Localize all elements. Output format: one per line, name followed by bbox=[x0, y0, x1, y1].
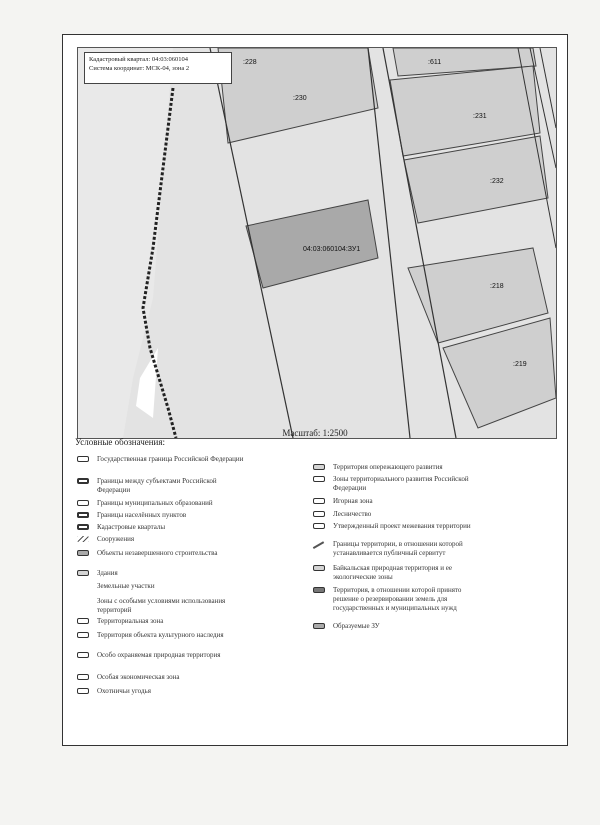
parcel-label: :231 bbox=[473, 113, 487, 120]
legend-item bbox=[77, 687, 247, 696]
legend-symbol-icon bbox=[313, 476, 325, 482]
legend-item bbox=[77, 535, 247, 544]
legend-symbol-icon bbox=[77, 550, 89, 556]
legend-label: Зоны с особыми условиями использования территорий bbox=[97, 597, 226, 614]
legend-label: Территория опережающего развития bbox=[333, 463, 443, 471]
legend-item bbox=[313, 510, 483, 519]
legend-label: Границы между субъектами Российской Федерации bbox=[97, 477, 217, 494]
parcel-label: 04:03:060104:ЗУ1 bbox=[303, 246, 361, 253]
legend-symbol-icon bbox=[77, 598, 89, 604]
legend-symbol-icon bbox=[77, 536, 89, 542]
legend-label: Образуемые ЗУ bbox=[333, 622, 380, 630]
legend-item bbox=[77, 597, 247, 615]
quarter-info: Кадастровый квартал: 04:03:060104 bbox=[89, 56, 189, 63]
legend-item bbox=[313, 564, 483, 582]
legend-symbol-icon bbox=[313, 523, 325, 529]
legend-item bbox=[77, 673, 247, 682]
legend-symbol-icon bbox=[313, 565, 325, 571]
legend-symbol-icon bbox=[313, 541, 325, 550]
legend-symbol-icon bbox=[77, 652, 89, 658]
legend-label: Байкальская природная территория и ее экологические зоны bbox=[333, 564, 452, 581]
map-canvas bbox=[78, 48, 556, 438]
legend-item bbox=[77, 455, 247, 464]
legend-item bbox=[77, 631, 247, 640]
legend-item bbox=[77, 617, 247, 626]
legend-label: Игорная зона bbox=[333, 497, 373, 505]
map-info-box bbox=[84, 52, 232, 84]
parcel-label: :219 bbox=[513, 361, 527, 368]
legend-label: Территория, в отношении которой принято решение о резервировании земель для государственных и муниципальных нужд bbox=[333, 586, 462, 612]
legend-item bbox=[77, 523, 247, 532]
coord-system-info: Система координат: МСК-04, зона 2 bbox=[89, 65, 190, 72]
cadastral-map[interactable] bbox=[77, 47, 557, 439]
legend-label: Охотничьи угодья bbox=[97, 687, 151, 695]
legend-item bbox=[77, 582, 247, 591]
legend-item bbox=[313, 475, 483, 493]
legend-symbol-icon bbox=[77, 512, 89, 518]
legend-label: Объекты незавершенного строительства bbox=[97, 549, 218, 557]
legend-item bbox=[77, 511, 247, 520]
legend-label: Границы территории, в отношении которой устанавливается публичный сервитут bbox=[333, 540, 463, 557]
legend-symbol-icon bbox=[77, 688, 89, 694]
legend-item bbox=[313, 586, 483, 613]
legend-symbol-icon bbox=[77, 456, 89, 462]
legend-symbol-icon bbox=[77, 632, 89, 638]
legend-label: Кадастровые кварталы bbox=[97, 523, 166, 531]
map-sheet bbox=[62, 34, 568, 746]
legend-symbol-icon bbox=[77, 524, 89, 530]
legend-symbol-icon bbox=[77, 583, 89, 589]
legend-symbol-icon bbox=[313, 623, 325, 629]
legend-item bbox=[313, 463, 483, 472]
legend-item bbox=[77, 569, 247, 578]
legend-label: Утвержденный проект межевания территории bbox=[333, 522, 471, 530]
legend-label: Границы муниципальных образований bbox=[97, 499, 213, 507]
legend-symbol-icon bbox=[77, 570, 89, 576]
legend-label: Особо охраняемая природная территория bbox=[97, 651, 221, 659]
parcel-label: :218 bbox=[490, 283, 504, 290]
legend-label: Территориальная зона bbox=[97, 617, 164, 625]
legend-title: Условные обозначения: bbox=[75, 437, 166, 447]
parcel-label: :232 bbox=[490, 178, 504, 185]
legend-label: Лесничество bbox=[333, 510, 372, 518]
legend-symbol-icon bbox=[77, 674, 89, 680]
legend-item bbox=[313, 540, 483, 558]
legend-item bbox=[77, 651, 247, 660]
legend-symbol-icon bbox=[313, 498, 325, 504]
legend-label: Государственная граница Российской Федерации bbox=[97, 455, 244, 463]
legend-symbol-icon bbox=[77, 618, 89, 624]
legend-item bbox=[77, 499, 247, 508]
legend-symbol-icon bbox=[313, 587, 325, 593]
legend-item bbox=[313, 622, 483, 631]
legend-label: Сооружения bbox=[97, 535, 135, 543]
legend-symbol-icon bbox=[313, 464, 325, 470]
legend-item bbox=[77, 477, 247, 495]
legend-label: Земельные участки bbox=[97, 582, 155, 590]
parcel-label: :611 bbox=[428, 59, 442, 66]
legend-symbol-icon bbox=[77, 478, 89, 484]
legend-label: Зоны территориального развития Российской Федерации bbox=[333, 475, 469, 492]
parcel-label: :228 bbox=[243, 59, 257, 66]
map-scale: Масштаб: 1:2500 bbox=[282, 428, 348, 438]
legend-symbol-icon bbox=[313, 511, 325, 517]
legend-item bbox=[313, 522, 483, 531]
legend-item bbox=[77, 549, 247, 558]
legend-symbol-icon bbox=[77, 500, 89, 506]
legend-label: Особая экономическая зона bbox=[97, 673, 180, 681]
legend-label: Территория объекта культурного наследия bbox=[97, 631, 224, 639]
legend-item bbox=[313, 497, 483, 506]
parcel-label: :230 bbox=[293, 95, 307, 102]
legend-label: Здания bbox=[97, 569, 118, 577]
legend-label: Границы населённых пунктов bbox=[97, 511, 187, 519]
